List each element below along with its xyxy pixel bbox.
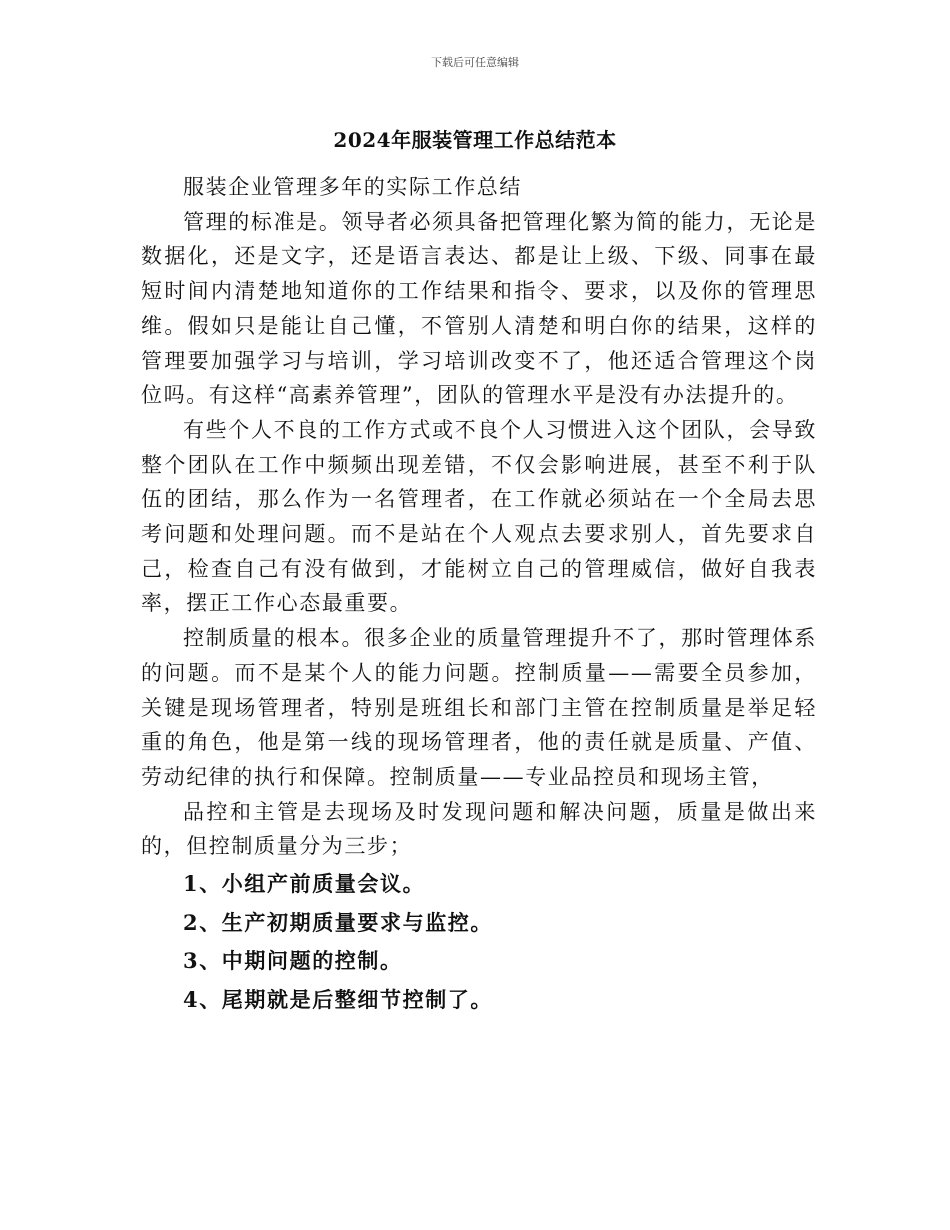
document-title: 2024年服装管理工作总结范本 xyxy=(333,128,617,152)
body-paragraph: 管理的标准是。领导者必须具备把管理化繁为简的能力，无论是数据化，还是文字，还是语言表达、都是让上级、下级、同事在最短时间内清楚地知道你的工作结果和指令、要求，以及你的管理思维。假如只是能让自己懂，不管别人清楚和明白你的结果，这样的管理要加强学习与培训，学习培训改变不了，他还适合管理这个岗位吗。有这样“高素养管理”，团队的管理水平是没有办法提升的。 xyxy=(141,209,817,408)
document-body xyxy=(141,170,817,1018)
subtitle-paragraph: 服装企业管理多年的实际工作总结 xyxy=(183,175,522,199)
step-item: 3、中期问题的控制。 xyxy=(183,948,403,974)
step-item: 1、小组产前质量会议。 xyxy=(183,871,426,897)
body-paragraph: 品控和主管是去现场及时发现问题和解决问题，质量是做出来的，但控制质量分为三步； xyxy=(141,799,817,859)
step-item: 2、生产初期质量要求与监控。 xyxy=(183,909,494,935)
header-note: 下载后可任意编辑 xyxy=(431,56,519,69)
body-paragraph: 控制质量的根本。很多企业的质量管理提升不了，那时管理体系的问题。而不是某个人的能力问题。控制质量——需要全员参加，关键是现场管理者，特别是班组长和部门主管在控制质量是举足轻重的角色，他是第一线的现场管理者，他的责任就是质量、产值、劳动纪律的执行和保障。控制质量——专业品控员和现场主管， xyxy=(141,626,817,789)
body-paragraph: 有些个人不良的工作方式或不良个人习惯进入这个团队，会导致整个团队在工作中频频出现差错，不仅会影响进展，甚至不利于队伍的团结，那么作为一名管理者，在工作就必须站在一个全局去思考问题和处理问题。而不是站在个人观点去要求别人，首先要求自己，检查自己有没有做到，才能树立自己的管理威信，做好自我表率，摆正工作心态最重要。 xyxy=(141,417,817,616)
step-item: 4、尾期就是后整细节控制了。 xyxy=(183,986,494,1012)
